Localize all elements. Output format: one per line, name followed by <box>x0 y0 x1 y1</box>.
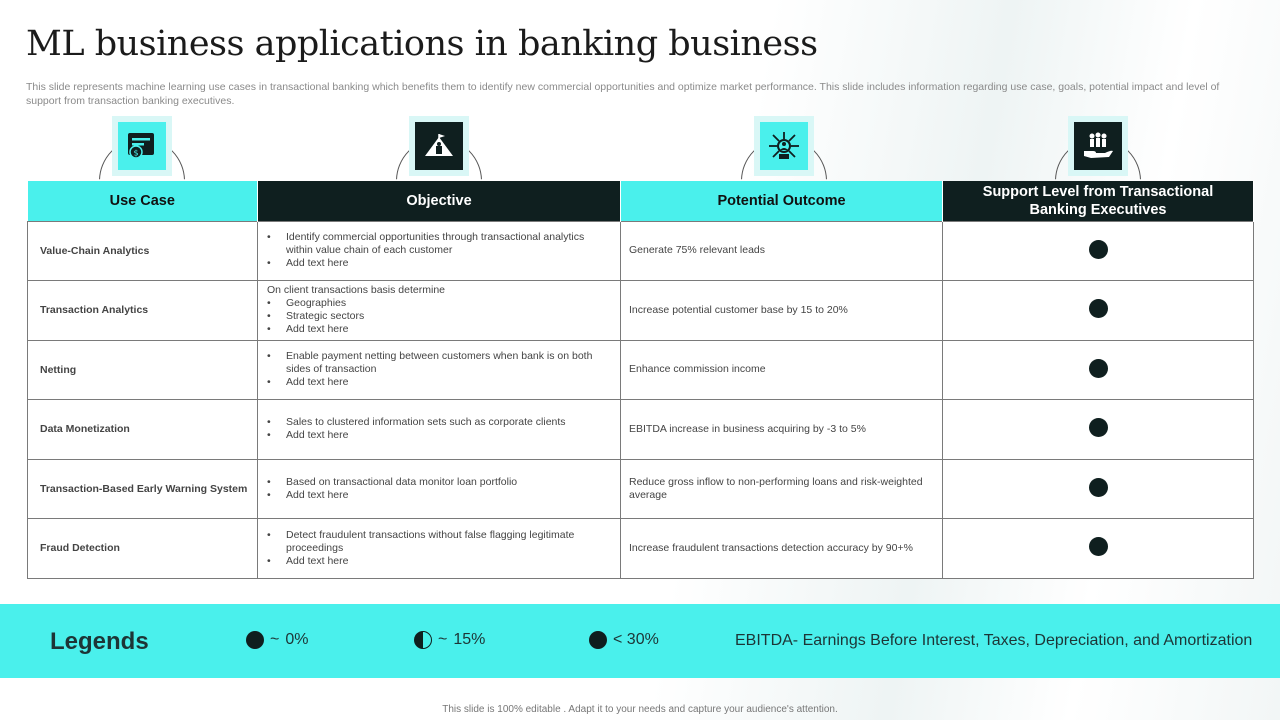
objective-intro: On client transactions basis determine <box>267 284 446 297</box>
support-dot <box>1089 418 1108 437</box>
objective-bullet: • Detect fraudulent transactions without false flagging legitimate proceedings <box>267 529 606 555</box>
table-row <box>28 281 1254 341</box>
objective-bullet: • Enable payment netting between customers when bank is on both sides of transaction <box>267 350 606 376</box>
objective-cell <box>258 459 621 519</box>
use-case-cell: Value-Chain Analytics <box>28 221 258 281</box>
full-circle-icon <box>246 631 264 649</box>
header-support: Support Level from Transactional Banking Executives <box>943 181 1254 221</box>
table-row <box>28 340 1254 400</box>
objective-bullet: • Geographies <box>267 297 606 310</box>
half-circle-icon <box>414 631 432 649</box>
objective-icon-wrap <box>409 116 469 176</box>
table-row <box>28 459 1254 519</box>
footer-note: This slide is 100% editable . Adapt it to your needs and capture your audience's attention. <box>442 704 838 715</box>
outcome-cell: Reduce gross inflow to non-performing loans and risk-weighted average <box>621 459 943 519</box>
use-case-cell: Transaction-Based Early Warning System <box>28 459 258 519</box>
outcome-icon-wrap <box>754 116 814 176</box>
table-row <box>28 221 1254 281</box>
use-case-cell: Fraud Detection <box>28 519 258 579</box>
support-dot <box>1089 240 1108 259</box>
objective-bullet: • Add text here <box>267 376 606 389</box>
support-dot <box>1089 359 1108 378</box>
use-case-cell: Netting <box>28 340 258 400</box>
support-cell <box>943 519 1254 579</box>
page-subtitle: This slide represents machine learning use cases in transactional banking which benefits them to identify new commercial opportunities and optimize market performance. This slide includes information regarding use case, goals, potential impact and level of support from transaction banking executives. <box>26 81 1220 107</box>
objective-bullet: • Add text here <box>267 323 606 336</box>
support-dot <box>1089 478 1108 497</box>
outcome-cell: EBITDA increase in business acquiring by -3 to 5% <box>621 400 943 460</box>
outcome-cell: Enhance commission income <box>621 340 943 400</box>
support-cell <box>943 221 1254 281</box>
objective-bullet: • Add text here <box>267 257 606 270</box>
use-case-icon-wrap <box>112 116 172 176</box>
use-case-cell: Data Monetization <box>28 400 258 460</box>
svg-text:$: $ <box>133 148 139 158</box>
legend-bar <box>0 604 1280 678</box>
tilde-icon: ~ <box>438 631 448 648</box>
support-cell <box>943 400 1254 460</box>
header-objective: Objective <box>258 181 621 221</box>
objective-bullet: • Based on transactional data monitor loan portfolio <box>267 476 606 489</box>
id-card-icon <box>112 116 172 176</box>
objective-bullet: • Add text here <box>267 489 606 502</box>
hand-people-icon <box>1068 116 1128 176</box>
use-case-cell: Transaction Analytics <box>28 281 258 341</box>
objective-bullet: • Add text here <box>267 555 606 568</box>
objective-cell <box>258 221 621 281</box>
mountain-flag-icon <box>409 116 469 176</box>
legend-note: EBITDA- Earnings Before Interest, Taxes, Depreciation, and Amortization <box>735 632 1253 649</box>
support-cell <box>943 459 1254 519</box>
objective-cell <box>258 340 621 400</box>
objective-bullet: • Strategic sectors <box>267 310 606 323</box>
table-header-row <box>28 181 1254 221</box>
objective-bullet: • Add text here <box>267 429 606 442</box>
legend-label: 0% <box>285 631 309 648</box>
legend-label: < 30% <box>613 631 659 648</box>
outcome-cell: Generate 75% relevant leads <box>621 221 943 281</box>
support-cell <box>943 340 1254 400</box>
legend-item-0 <box>246 631 308 649</box>
outcome-cell: Increase potential customer base by 15 to 20% <box>621 281 943 341</box>
legend-label: 15% <box>453 631 486 648</box>
objective-bullet: • Identify commercial opportunities through transactional analytics within value chain of each customer <box>267 231 606 257</box>
header-outcome: Potential Outcome <box>621 181 943 221</box>
objective-cell <box>258 400 621 460</box>
full-circle-icon <box>589 631 607 649</box>
header-use-case: Use Case <box>28 181 258 221</box>
use-case-table <box>27 181 1254 579</box>
support-icon-wrap <box>1068 116 1128 176</box>
legend-item-15 <box>414 631 485 649</box>
network-person-icon <box>754 116 814 176</box>
table-row <box>28 400 1254 460</box>
legend-item-30 <box>589 631 659 649</box>
table-row <box>28 519 1254 579</box>
legend-title: Legends <box>50 628 149 655</box>
objective-cell <box>258 519 621 579</box>
outcome-cell: Increase fraudulent transactions detection accuracy by 90+% <box>621 519 943 579</box>
support-cell <box>943 281 1254 341</box>
support-dot <box>1089 537 1108 556</box>
page-title: ML business applications in banking business <box>26 24 818 64</box>
tilde-icon: ~ <box>270 631 280 648</box>
objective-cell <box>258 281 621 341</box>
support-dot <box>1089 299 1108 318</box>
objective-bullet: • Sales to clustered information sets such as corporate clients <box>267 416 606 429</box>
